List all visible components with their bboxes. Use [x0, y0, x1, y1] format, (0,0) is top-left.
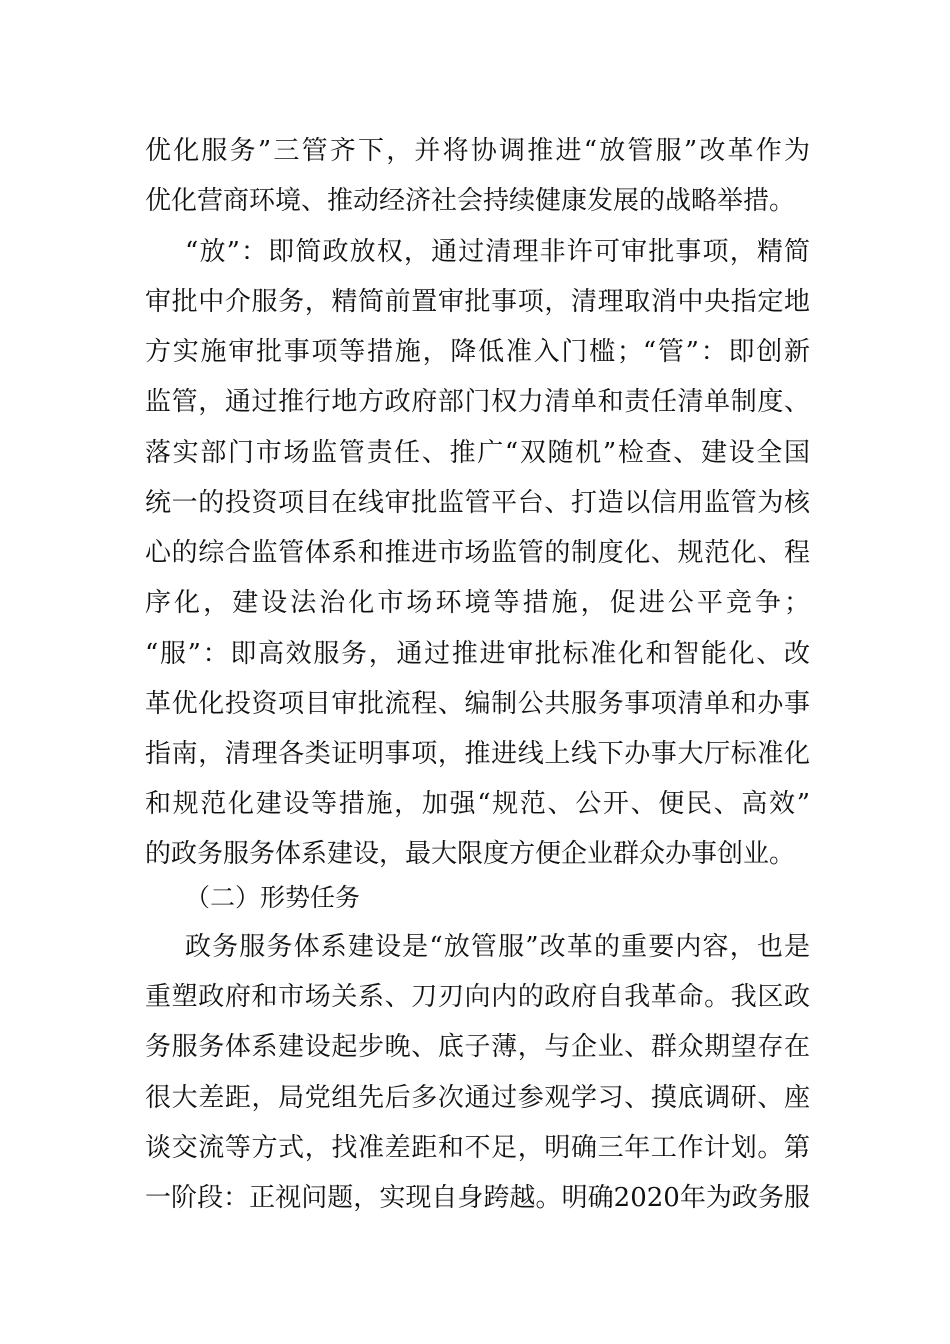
paragraph-line: 优化营商环境、推动经济社会持续健康发展的战略举措。	[145, 186, 796, 216]
paragraph-line: 和规范化建设等措施，加强“规范、公开、便民、高效”	[145, 789, 810, 819]
section-heading: （二）形势任务	[185, 883, 361, 912]
paragraph-line: 政务服务体系建设是“放管服”改革的重要内容，也是	[185, 932, 810, 962]
paragraph-line: “放”：即简政放权，通过清理非许可审批事项，精简	[185, 237, 810, 267]
paragraph-line: 心的综合监管体系和推进市场监管的制度化、规范化、程	[145, 538, 810, 568]
paragraph-line: 一阶段：正视问题，实现自身跨越。明确2020年为政务服	[145, 1183, 810, 1213]
paragraph-line: 革优化投资项目审批流程、编制公共服务事项清单和办事	[145, 689, 810, 719]
paragraph-line: 很大差距，局党组先后多次通过参观学习、摸底调研、座	[145, 1083, 810, 1113]
paragraph-line: 的政务服务体系建设，最大限度方便企业群众办事创业。	[145, 839, 796, 869]
paragraph-line: 重塑政府和市场关系、刀刃向内的政府自我革命。我区政	[145, 982, 810, 1012]
paragraph-line: 序化，建设法治化市场环境等措施，促进公平竞争；	[145, 588, 810, 618]
paragraph-line: 谈交流等方式，找准差距和不足，明确三年工作计划。第	[145, 1133, 810, 1163]
paragraph-line: 监管，通过推行地方政府部门权力清单和责任清单制度、	[145, 387, 810, 417]
paragraph-line: 落实部门市场监管责任、推广“双随机”检查、建设全国	[145, 438, 810, 468]
paragraph-line: 务服务体系建设起步晚、底子薄，与企业、群众期望存在	[145, 1032, 810, 1062]
paragraph-line: 统一的投资项目在线审批监管平台、打造以信用监管为核	[145, 488, 810, 518]
paragraph-line: 审批中介服务，精简前置审批事项，清理取消中央指定地	[145, 287, 810, 317]
paragraph-line: “服”：即高效服务，通过推进审批标准化和智能化、改	[145, 639, 810, 669]
paragraph-line: 指南，清理各类证明事项，推进线上线下办事大厅标准化	[145, 739, 810, 769]
paragraph-line: 方实施审批事项等措施，降低准入门槛；“管”：即创新	[145, 337, 810, 367]
paragraph-line: 优化服务”三管齐下，并将协调推进“放管服”改革作为	[145, 136, 810, 166]
